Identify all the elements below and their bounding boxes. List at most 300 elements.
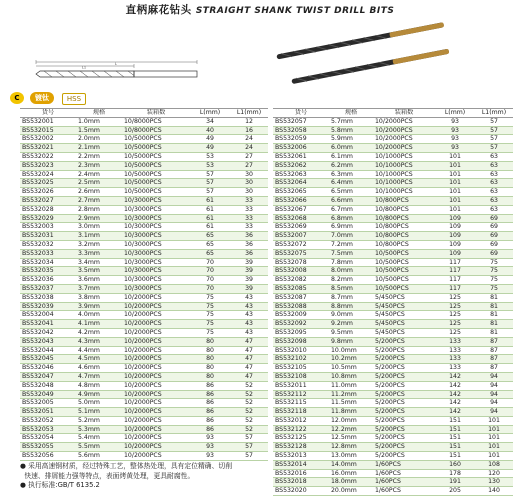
cell-l: 61 — [190, 205, 230, 214]
cell-l: 101 — [435, 170, 475, 179]
cell-l: 49 — [190, 135, 230, 144]
cell-l: 101 — [435, 196, 475, 205]
table-row — [273, 232, 513, 241]
note-line: 快速、排屑能力强等特点，表面烤黄处理，更具耐腐性。 — [20, 471, 195, 480]
cell-spec: 1.0mm — [76, 117, 122, 126]
cell-spec: 3.9mm — [76, 302, 122, 311]
cell-spec: 4.0mm — [76, 311, 122, 320]
cell-item-no: BS532021 — [20, 144, 76, 153]
table-row — [20, 311, 268, 320]
table-row — [20, 205, 268, 214]
cell-item-no: BS532063 — [273, 170, 329, 179]
table-row — [273, 478, 513, 487]
cell-l1: 81 — [475, 320, 513, 329]
cell-l1: 24 — [230, 135, 268, 144]
cell-l1: 69 — [475, 249, 513, 258]
header-item-no: 货号 — [20, 109, 76, 118]
cell-spec: 4.8mm — [76, 381, 122, 390]
cell-packing: 10/1000PCS — [373, 179, 435, 188]
table-row — [273, 284, 513, 293]
cell-item-no: BS532082 — [273, 276, 329, 285]
cell-l: 34 — [190, 117, 230, 126]
cell-l1: 30 — [230, 170, 268, 179]
table-row — [273, 302, 513, 311]
cell-item-no: BS532046 — [20, 364, 76, 373]
cell-spec: 9.8mm — [329, 337, 373, 346]
table-row — [20, 249, 268, 258]
cell-packing: 10/500PCS — [373, 249, 435, 258]
table-row — [273, 399, 513, 408]
cell-l: 151 — [435, 416, 475, 425]
cell-spec: 13.0mm — [329, 452, 373, 461]
cell-spec: 5.4mm — [76, 434, 122, 443]
cell-item-no: BS532068 — [273, 214, 329, 223]
cell-item-no: BS532032 — [20, 240, 76, 249]
table-row — [20, 276, 268, 285]
cell-spec: 6.0mm — [329, 144, 373, 153]
cell-item-no: BS532020 — [273, 487, 329, 496]
cell-l1: 140 — [475, 487, 513, 496]
cell-packing: 10/2000PCS — [122, 346, 190, 355]
cell-item-no: BS532058 — [273, 126, 329, 135]
cell-spec: 6.7mm — [329, 205, 373, 214]
cell-l: 61 — [190, 223, 230, 232]
cell-item-no: BS532053 — [20, 425, 76, 434]
header-item-no: 货号 — [273, 109, 329, 118]
cell-item-no: BS532015 — [20, 126, 76, 135]
cell-item-no: BS532095 — [273, 328, 329, 337]
cell-packing: 5/200PCS — [373, 337, 435, 346]
cell-l: 53 — [190, 152, 230, 161]
cell-l1: 52 — [230, 408, 268, 417]
cell-l1: 43 — [230, 328, 268, 337]
cell-l: 75 — [190, 302, 230, 311]
feature-badges — [10, 92, 170, 106]
spec-table-left — [20, 108, 268, 461]
cell-spec: 9.0mm — [329, 311, 373, 320]
cell-packing: 10/5000PCS — [122, 179, 190, 188]
cell-packing: 10/800PCS — [373, 223, 435, 232]
cell-l: 86 — [190, 390, 230, 399]
cell-spec: 11.2mm — [329, 390, 373, 399]
cell-l1: 130 — [475, 478, 513, 487]
cell-l: 151 — [435, 443, 475, 452]
note-line: ● 执行标准:GB/T 6135.2 — [20, 481, 100, 489]
cell-packing: 10/2000PCS — [122, 381, 190, 390]
cell-item-no: BS532042 — [20, 328, 76, 337]
table-row — [20, 179, 268, 188]
cell-spec: 5.8mm — [329, 126, 373, 135]
cell-l1: 39 — [230, 284, 268, 293]
cell-l1: 94 — [475, 372, 513, 381]
table-row — [20, 337, 268, 346]
cell-l: 125 — [435, 302, 475, 311]
cell-l: 133 — [435, 337, 475, 346]
cell-l: 93 — [190, 452, 230, 461]
cell-spec: 3.5mm — [76, 267, 122, 276]
cell-spec: 3.1mm — [76, 232, 122, 241]
cell-spec: 12.5mm — [329, 434, 373, 443]
cell-spec: 2.3mm — [76, 161, 122, 170]
table-row — [273, 452, 513, 461]
cell-item-no: BS532122 — [273, 425, 329, 434]
cell-l1: 12 — [230, 117, 268, 126]
cell-item-no: BS532087 — [273, 293, 329, 302]
cell-item-no: BS532001 — [20, 117, 76, 126]
cell-l1: 81 — [475, 311, 513, 320]
cell-spec: 6.4mm — [329, 179, 373, 188]
cell-l: 117 — [435, 284, 475, 293]
cell-spec: 16.0mm — [329, 469, 373, 478]
cell-l1: 87 — [475, 346, 513, 355]
cell-l: 80 — [190, 355, 230, 364]
table-row — [20, 267, 268, 276]
table-row — [20, 355, 268, 364]
cell-item-no: BS532009 — [273, 311, 329, 320]
cell-l: 101 — [435, 161, 475, 170]
table-row — [273, 346, 513, 355]
cell-packing: 10/5000PCS — [122, 135, 190, 144]
cell-l: 109 — [435, 249, 475, 258]
cell-l: 133 — [435, 355, 475, 364]
cell-item-no: BS532065 — [273, 188, 329, 197]
cell-spec: 7.5mm — [329, 249, 373, 258]
cell-spec: 18.0mm — [329, 478, 373, 487]
table-header-row — [273, 109, 513, 118]
cell-spec: 3.0mm — [76, 223, 122, 232]
table-row — [20, 302, 268, 311]
cell-packing: 10/1000PCS — [373, 170, 435, 179]
cell-packing: 10/3000PCS — [122, 284, 190, 293]
table-row — [273, 328, 513, 337]
table-row — [273, 223, 513, 232]
cell-l: 101 — [435, 179, 475, 188]
cell-l1: 43 — [230, 293, 268, 302]
table-row — [20, 161, 268, 170]
cell-item-no: BS532061 — [273, 152, 329, 161]
cell-l1: 94 — [475, 390, 513, 399]
cell-item-no: BS532013 — [273, 452, 329, 461]
cell-spec: 6.5mm — [329, 188, 373, 197]
cell-l1: 30 — [230, 188, 268, 197]
table-row — [273, 205, 513, 214]
table-row — [20, 135, 268, 144]
cell-packing: 1/60PCS — [373, 469, 435, 478]
cell-spec: 4.4mm — [76, 346, 122, 355]
cell-item-no: BS532038 — [20, 293, 76, 302]
spec-table-right — [273, 108, 513, 496]
cell-spec: 2.9mm — [76, 214, 122, 223]
cell-l1: 33 — [230, 196, 268, 205]
cell-packing: 1/60PCS — [373, 478, 435, 487]
table-row — [273, 249, 513, 258]
table-row — [273, 381, 513, 390]
cell-spec: 2.1mm — [76, 144, 122, 153]
cell-l1: 87 — [475, 364, 513, 373]
cell-l1: 94 — [475, 381, 513, 390]
cell-spec: 2.5mm — [76, 179, 122, 188]
cell-l1: 33 — [230, 214, 268, 223]
cell-spec: 3.6mm — [76, 276, 122, 285]
cell-l: 93 — [435, 144, 475, 153]
cell-item-no: BS532029 — [20, 214, 76, 223]
cell-spec: 5.1mm — [76, 408, 122, 417]
table-row — [273, 126, 513, 135]
table-row — [273, 240, 513, 249]
table-row — [273, 320, 513, 329]
cell-spec: 2.7mm — [76, 196, 122, 205]
cell-item-no: BS532048 — [20, 381, 76, 390]
cell-item-no: BS532023 — [20, 161, 76, 170]
cell-item-no: BS532004 — [20, 311, 76, 320]
cell-packing: 10/800PCS — [373, 232, 435, 241]
cell-item-no: BS532027 — [20, 196, 76, 205]
cell-packing: 10/2000PCS — [122, 364, 190, 373]
cell-packing: 10/2000PCS — [122, 408, 190, 417]
cell-item-no: BS532011 — [273, 381, 329, 390]
cell-l: 86 — [190, 381, 230, 390]
cell-packing: 10/2000PCS — [122, 311, 190, 320]
cell-packing: 5/450PCS — [373, 328, 435, 337]
cell-spec: 6.3mm — [329, 170, 373, 179]
page-title — [0, 2, 520, 17]
cell-item-no: BS532047 — [20, 372, 76, 381]
cell-l: 142 — [435, 390, 475, 399]
table-row — [273, 276, 513, 285]
cell-l: 117 — [435, 276, 475, 285]
cell-packing: 10/2000PCS — [373, 144, 435, 153]
cell-packing: 10/2000PCS — [122, 337, 190, 346]
table-row — [20, 152, 268, 161]
cell-l: 109 — [435, 214, 475, 223]
cell-item-no: BS532118 — [273, 408, 329, 417]
cell-spec: 3.8mm — [76, 293, 122, 302]
cell-spec: 10.0mm — [329, 346, 373, 355]
table-row — [273, 460, 513, 469]
cell-item-no: BS532105 — [273, 364, 329, 373]
cell-item-no: BS532028 — [20, 205, 76, 214]
cell-packing: 5/200PCS — [373, 346, 435, 355]
drill-photo — [274, 20, 454, 100]
cell-packing: 5/200PCS — [373, 443, 435, 452]
cell-packing: 10/500PCS — [373, 284, 435, 293]
badge-c: C — [10, 92, 24, 104]
table-row — [273, 152, 513, 161]
table-row — [20, 126, 268, 135]
cell-packing: 10/2000PCS — [122, 390, 190, 399]
cell-item-no: BS532059 — [273, 135, 329, 144]
table-row — [20, 240, 268, 249]
cell-l1: 33 — [230, 223, 268, 232]
cell-spec: 6.1mm — [329, 152, 373, 161]
cell-packing: 5/200PCS — [373, 416, 435, 425]
cell-l1: 63 — [475, 205, 513, 214]
cell-spec: 2.4mm — [76, 170, 122, 179]
cell-l1: 52 — [230, 399, 268, 408]
cell-l: 93 — [435, 117, 475, 126]
table-row — [20, 381, 268, 390]
table-row — [20, 408, 268, 417]
cell-spec: 4.6mm — [76, 364, 122, 373]
cell-item-no: BS532049 — [20, 390, 76, 399]
cell-l: 101 — [435, 205, 475, 214]
cell-l: 133 — [435, 364, 475, 373]
cell-spec: 7.2mm — [329, 240, 373, 249]
cell-spec: 6.8mm — [329, 214, 373, 223]
cell-l: 65 — [190, 232, 230, 241]
header-spec: 规格 — [329, 109, 373, 118]
table-header-row — [20, 109, 268, 118]
cell-item-no: BS532003 — [20, 223, 76, 232]
cell-spec: 8.2mm — [329, 276, 373, 285]
cell-l1: 30 — [230, 179, 268, 188]
note-line: ● 采用高速钢材质，经过特殊工艺，整体热处理，具有定位精确、切削 — [20, 462, 232, 470]
header-l: L(mm) — [190, 109, 230, 118]
cell-spec: 9.2mm — [329, 320, 373, 329]
table-row — [20, 196, 268, 205]
cell-spec: 5.3mm — [76, 425, 122, 434]
cell-l1: 101 — [475, 452, 513, 461]
table-row — [20, 320, 268, 329]
cell-spec: 10.5mm — [329, 364, 373, 373]
cell-item-no: BS532125 — [273, 434, 329, 443]
cell-spec: 7.0mm — [329, 232, 373, 241]
cell-packing: 10/2000PCS — [122, 416, 190, 425]
table-row — [20, 328, 268, 337]
cell-l: 160 — [435, 460, 475, 469]
cell-item-no: BS532043 — [20, 337, 76, 346]
table-row — [273, 337, 513, 346]
cell-item-no: BS532010 — [273, 346, 329, 355]
cell-l: 142 — [435, 399, 475, 408]
cell-l1: 108 — [475, 460, 513, 469]
cell-l1: 120 — [475, 469, 513, 478]
table-row — [273, 364, 513, 373]
cell-l1: 63 — [475, 170, 513, 179]
cell-item-no: BS532088 — [273, 302, 329, 311]
cell-packing: 5/200PCS — [373, 372, 435, 381]
cell-l: 125 — [435, 320, 475, 329]
header-l1: L1(mm) — [475, 109, 513, 118]
cell-packing: 10/2000PCS — [122, 452, 190, 461]
table-row — [273, 135, 513, 144]
cell-packing: 10/800PCS — [373, 205, 435, 214]
cell-item-no: BS532025 — [20, 179, 76, 188]
cell-l1: 24 — [230, 144, 268, 153]
cell-l: 125 — [435, 293, 475, 302]
cell-packing: 10/1000PCS — [373, 161, 435, 170]
cell-packing: 10/500PCS — [373, 267, 435, 276]
cell-spec: 2.6mm — [76, 188, 122, 197]
cell-packing: 10/2000PCS — [122, 355, 190, 364]
cell-l1: 94 — [475, 408, 513, 417]
cell-packing: 5/200PCS — [373, 355, 435, 364]
table-row — [20, 214, 268, 223]
cell-spec: 10.2mm — [329, 355, 373, 364]
table-row — [20, 144, 268, 153]
cell-spec: 3.7mm — [76, 284, 122, 293]
cell-packing: 10/2000PCS — [122, 372, 190, 381]
cell-l: 57 — [190, 179, 230, 188]
table-row — [273, 293, 513, 302]
cell-l1: 47 — [230, 346, 268, 355]
cell-l: 65 — [190, 249, 230, 258]
table-row — [273, 416, 513, 425]
cell-l: 65 — [190, 240, 230, 249]
cell-packing: 10/800PCS — [373, 214, 435, 223]
cell-l: 75 — [190, 320, 230, 329]
cell-l1: 75 — [475, 276, 513, 285]
cell-packing: 10/3000PCS — [122, 240, 190, 249]
cell-l1: 101 — [475, 425, 513, 434]
cell-packing: 10/5000PCS — [122, 188, 190, 197]
table-row — [20, 364, 268, 373]
cell-packing: 10/8000PCS — [122, 117, 190, 126]
cell-packing: 10/5000PCS — [122, 152, 190, 161]
table-row — [273, 144, 513, 153]
cell-l1: 39 — [230, 267, 268, 276]
table-row — [273, 425, 513, 434]
cell-l1: 52 — [230, 425, 268, 434]
table-row — [20, 293, 268, 302]
cell-l1: 87 — [475, 355, 513, 364]
cell-spec: 20.0mm — [329, 487, 373, 496]
cell-item-no: BS532066 — [273, 196, 329, 205]
cell-packing: 5/200PCS — [373, 434, 435, 443]
cell-packing: 5/450PCS — [373, 293, 435, 302]
table-row — [273, 443, 513, 452]
cell-spec: 11.5mm — [329, 399, 373, 408]
cell-packing: 5/200PCS — [373, 364, 435, 373]
cell-l1: 36 — [230, 240, 268, 249]
badge-hss: HSS — [62, 93, 86, 105]
cell-item-no: BS532062 — [273, 161, 329, 170]
table-row — [20, 416, 268, 425]
cell-item-no: BS532041 — [20, 320, 76, 329]
table-row — [273, 258, 513, 267]
cell-l: 49 — [190, 144, 230, 153]
cell-l: 133 — [435, 346, 475, 355]
table-row — [273, 170, 513, 179]
cell-l1: 75 — [475, 267, 513, 276]
header-l: L(mm) — [435, 109, 475, 118]
cell-l1: 57 — [475, 144, 513, 153]
cell-packing: 5/200PCS — [373, 390, 435, 399]
cell-l1: 27 — [230, 152, 268, 161]
cell-l: 151 — [435, 425, 475, 434]
cell-l1: 69 — [475, 223, 513, 232]
cell-l: 40 — [190, 126, 230, 135]
cell-l1: 47 — [230, 337, 268, 346]
cell-l1: 69 — [475, 240, 513, 249]
cell-l: 86 — [190, 399, 230, 408]
cell-l1: 63 — [475, 179, 513, 188]
header-packing: 装箱数 — [373, 109, 435, 118]
cell-item-no: BS532092 — [273, 320, 329, 329]
cell-l: 80 — [190, 346, 230, 355]
cell-packing: 10/3000PCS — [122, 258, 190, 267]
cell-packing: 5/200PCS — [373, 408, 435, 417]
title-english: STRAIGHT SHANK TWIST DRILL BITS — [195, 6, 395, 16]
table-row — [273, 188, 513, 197]
table-row — [20, 258, 268, 267]
cell-spec: 4.7mm — [76, 372, 122, 381]
cell-packing: 5/450PCS — [373, 320, 435, 329]
cell-l: 80 — [190, 364, 230, 373]
cell-packing: 10/8000PCS — [122, 126, 190, 135]
cell-l1: 57 — [475, 135, 513, 144]
cell-spec: 8.7mm — [329, 293, 373, 302]
